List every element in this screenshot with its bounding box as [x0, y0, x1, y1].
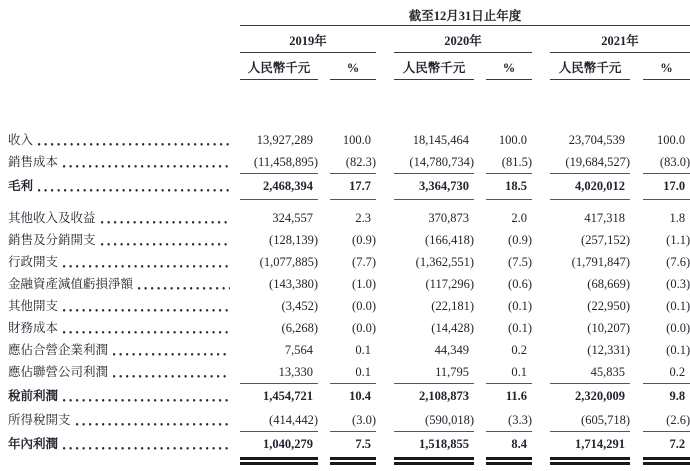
- cell-2019-amount: 7,564: [284, 342, 313, 357]
- double-rule: [486, 457, 532, 467]
- row-label: 毛利: [8, 178, 34, 193]
- cell-2019-pct: 10.4: [349, 389, 371, 403]
- cell-2021-pct: 7.2: [669, 437, 686, 451]
- income-statement-table: [0, 7, 690, 467]
- cell-2021-amount: 417,318: [584, 210, 625, 225]
- total-double-rule-row: [0, 457, 690, 467]
- cell-2021-amount: (12,331): [587, 342, 630, 357]
- cell-2019-amount: (3,452): [281, 298, 318, 313]
- table-row-share-of-associates-profits: [0, 361, 690, 383]
- table-row-revenue: [0, 129, 690, 151]
- row-label: 稅前利潤: [8, 388, 59, 403]
- spacer: [0, 199, 690, 207]
- cell-2021-pct: 17.0: [643, 173, 690, 199]
- cell-2019-pct: (0.0): [352, 320, 376, 335]
- cell-2020-pct: (0.1): [508, 298, 532, 313]
- cell-2019-amount: (6,268): [281, 320, 318, 335]
- spacer: [0, 79, 690, 129]
- cell-2021-pct: (1.1): [666, 232, 690, 247]
- table-row-profit-for-year: [0, 431, 690, 457]
- cell-2019-amount: 324,557: [272, 210, 313, 225]
- row-label: 行政開支: [8, 254, 59, 269]
- double-rule: [394, 457, 474, 467]
- table-row-selling-expenses: [0, 229, 690, 251]
- cell-2020-amount: 18,145,464: [412, 132, 469, 147]
- percent-header-2020: %: [486, 52, 532, 79]
- cell-2020-amount: (590,018): [394, 409, 474, 431]
- cell-2021-pct: 0.2: [643, 361, 690, 383]
- table-row-admin-expenses: [0, 251, 690, 273]
- row-label: 銷售成本: [8, 154, 59, 169]
- year-header-row: [0, 25, 690, 52]
- table-row-other-expenses: [0, 295, 690, 317]
- cell-2021-pct: 9.8: [669, 389, 686, 403]
- row-label: 銷售及分銷開支: [8, 232, 96, 247]
- cell-2019-amount: (414,442): [240, 409, 318, 431]
- cell-2019-pct: 0.1: [330, 361, 376, 383]
- table-row-gross-profit: [0, 173, 690, 199]
- cell-2019-pct: 0.1: [355, 342, 371, 357]
- dotted-leader: [63, 156, 230, 168]
- cell-2021-amount: (1,791,847): [571, 254, 630, 269]
- percent-header-2019: %: [330, 52, 376, 79]
- cell-2020-pct: 8.4: [511, 437, 527, 451]
- dotted-leader: [113, 366, 230, 378]
- cell-2019-amount: (128,139): [269, 232, 318, 247]
- cell-2020-pct: 18.5: [486, 173, 532, 199]
- cell-2019-amount: 13,330: [240, 361, 318, 383]
- cell-2021-pct: 1.8: [669, 210, 686, 225]
- dotted-leader: [113, 344, 230, 356]
- table-row-impairment-losses: [0, 273, 690, 295]
- row-label: 其他收入及收益: [8, 210, 96, 225]
- dotted-leader: [63, 438, 230, 450]
- cell-2019-pct: 7.5: [355, 437, 371, 451]
- row-label: 應佔合營企業利潤: [8, 342, 109, 357]
- cell-2020-amount: 1,518,855: [419, 437, 469, 451]
- cell-2021-pct: (83.0): [643, 151, 690, 173]
- cell-2021-amount: 45,835: [550, 361, 630, 383]
- cell-2021-amount: (605,718): [550, 409, 630, 431]
- cell-2021-pct: (7.6): [666, 254, 690, 269]
- cell-2020-amount: (14,780,734): [394, 151, 474, 173]
- cell-2020-pct: 100.0: [498, 132, 527, 147]
- cell-2021-pct: 100.0: [656, 132, 686, 147]
- cell-2019-amount: 2,468,394: [240, 173, 318, 199]
- row-label: 應佔聯營公司利潤: [8, 364, 109, 379]
- cell-2020-pct: 11.6: [505, 389, 527, 403]
- cell-2021-amount: 4,020,012: [550, 173, 630, 199]
- cell-2019-pct: (1.0): [352, 276, 376, 291]
- dotted-leader: [63, 390, 230, 402]
- year-header-2019: 2019年: [240, 25, 376, 52]
- cell-2020-pct: 2.0: [511, 210, 527, 225]
- cell-2021-amount: (10,207): [587, 320, 630, 335]
- cell-2019-pct: 2.3: [355, 210, 371, 225]
- cell-2021-pct: (0.0): [666, 320, 690, 335]
- row-label: 金融資產減值虧損淨額: [8, 276, 134, 291]
- table-row-share-of-jv-profits: [0, 339, 690, 361]
- cell-2019-pct: (3.0): [330, 409, 376, 431]
- table-row-cost-of-sales: [0, 151, 690, 173]
- double-rule: [330, 457, 376, 467]
- dotted-leader: [63, 300, 230, 312]
- dotted-leader: [101, 234, 230, 246]
- cell-2021-amount: 23,704,539: [568, 132, 625, 147]
- subheader-row: [0, 52, 690, 79]
- cell-2020-amount: 44,349: [434, 342, 469, 357]
- cell-2021-amount: (68,669): [587, 276, 630, 291]
- cell-2021-amount: (19,684,527): [550, 151, 630, 173]
- dotted-leader: [63, 256, 230, 268]
- dotted-leader: [63, 322, 230, 334]
- cell-2020-amount: 2,108,873: [419, 389, 469, 403]
- double-rule: [240, 457, 318, 467]
- cell-2020-pct: 0.2: [511, 342, 527, 357]
- cell-2019-amount: (143,380): [269, 276, 318, 291]
- double-rule: [550, 457, 630, 467]
- year-header-2021: 2021年: [550, 25, 690, 52]
- cell-2020-amount: (1,362,551): [415, 254, 474, 269]
- cell-2020-amount: 3,364,730: [394, 173, 474, 199]
- cell-2020-amount: (22,181): [431, 298, 474, 313]
- cell-2020-pct: (0.9): [508, 232, 532, 247]
- cell-2020-amount: (117,296): [425, 276, 474, 291]
- cell-2021-pct: (0.3): [666, 276, 690, 291]
- cell-2019-amount: 13,927,289: [256, 132, 313, 147]
- period-header: 截至12月31日止年度: [240, 7, 690, 25]
- cell-2019-pct: (0.0): [352, 298, 376, 313]
- table-row-income-tax-expense: [0, 409, 690, 431]
- cell-2020-pct: (7.5): [508, 254, 532, 269]
- cell-2021-amount: (257,152): [581, 232, 630, 247]
- table-header-row: [0, 7, 690, 25]
- double-rule: [643, 457, 690, 467]
- cell-2019-amount: (1,077,885): [259, 254, 318, 269]
- cell-2021-amount: 2,320,009: [575, 389, 625, 403]
- dotted-leader: [101, 212, 230, 224]
- table-row-finance-costs: [0, 317, 690, 339]
- cell-2019-pct: 100.0: [342, 132, 371, 147]
- year-header-2020: 2020年: [394, 25, 532, 52]
- cell-2020-pct: (0.1): [508, 320, 532, 335]
- row-label: 財務成本: [8, 320, 59, 335]
- cell-2019-pct: (7.7): [352, 254, 376, 269]
- cell-2020-amount: 11,795: [394, 361, 474, 383]
- cell-2020-amount: (166,418): [425, 232, 474, 247]
- cell-2019-amount: 1,040,279: [263, 437, 313, 451]
- cell-2021-amount: 1,714,291: [575, 437, 625, 451]
- cell-2020-pct: 0.1: [486, 361, 532, 383]
- row-label: 其他開支: [8, 298, 59, 313]
- cell-2021-pct: (0.1): [666, 342, 690, 357]
- percent-header-2021: %: [643, 52, 690, 79]
- cell-2020-amount: 370,873: [428, 210, 469, 225]
- cell-2019-amount: 1,454,721: [263, 389, 313, 403]
- unit-header-2020: 人民幣千元: [394, 52, 474, 79]
- table-row-other-income: [0, 207, 690, 229]
- unit-header-2019: 人民幣千元: [240, 52, 318, 79]
- cell-2019-pct: (82.3): [330, 151, 376, 173]
- dotted-leader: [76, 414, 230, 426]
- cell-2020-pct: (0.6): [508, 276, 532, 291]
- dotted-leader: [138, 278, 230, 290]
- row-label: 所得稅開支: [8, 412, 71, 427]
- cell-2021-amount: (22,950): [587, 298, 630, 313]
- cell-2019-pct: 17.7: [330, 173, 376, 199]
- cell-2019-pct: (0.9): [352, 232, 376, 247]
- cell-2019-amount: (11,458,895): [240, 151, 318, 173]
- table-row-profit-before-tax: [0, 383, 690, 409]
- cell-2020-amount: (14,428): [431, 320, 474, 335]
- row-label: 年內利潤: [8, 436, 59, 451]
- cell-2021-pct: (0.1): [666, 298, 690, 313]
- dotted-leader: [38, 180, 230, 192]
- cell-2020-pct: (3.3): [486, 409, 532, 431]
- cell-2020-pct: (81.5): [486, 151, 532, 173]
- row-label: 收入: [8, 132, 34, 147]
- unit-header-2021: 人民幣千元: [550, 52, 630, 79]
- dotted-leader: [38, 134, 230, 146]
- cell-2021-pct: (2.6): [643, 409, 690, 431]
